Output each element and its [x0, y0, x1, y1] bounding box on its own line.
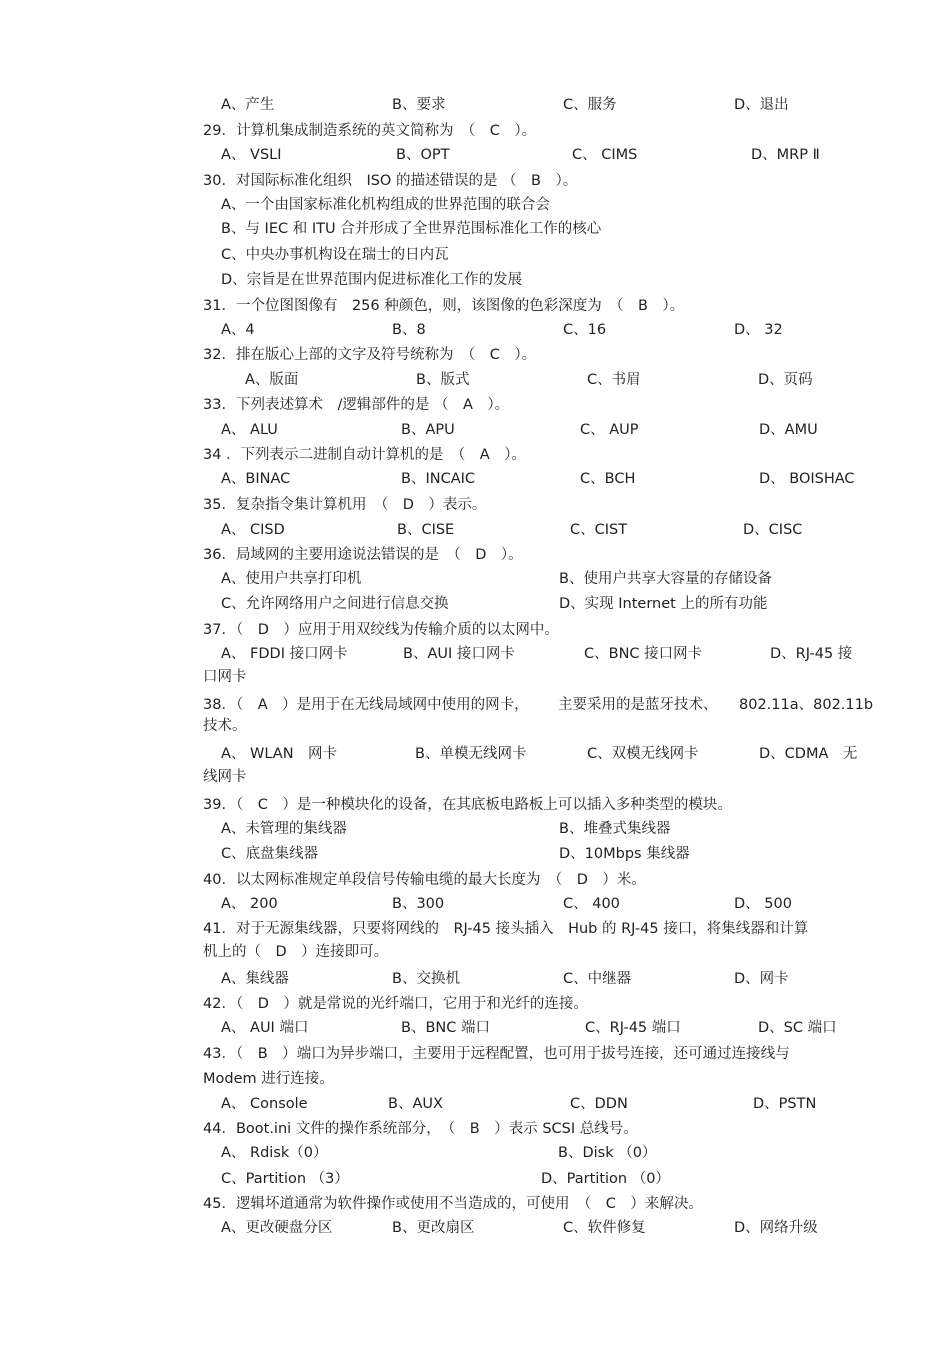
option-text: D、 500	[734, 896, 792, 912]
option-text: C、底盘集线器	[221, 846, 319, 862]
text-line	[0, 144, 950, 166]
option-text: D、页码	[758, 372, 813, 388]
question-text: 31．一个位图图像有 256 种颜色，则，该图像的色彩深度为 （ B ）。	[203, 298, 685, 314]
option-text: D、网络升级	[734, 1220, 818, 1236]
option-text: B、版式	[416, 372, 470, 388]
option-text: D、MRP Ⅱ	[751, 147, 820, 163]
option-text: D、退出	[734, 97, 789, 113]
option-text: D、 BOISHAC	[759, 471, 855, 487]
text-line	[0, 244, 950, 266]
question-text: A、一个由国家标准化机构组成的世界范围的联合会	[221, 197, 550, 213]
option-text: A、 Rdisk（0）	[221, 1145, 328, 1161]
option-text: A、 VSLI	[221, 147, 282, 163]
option-text: A、 200	[221, 896, 278, 912]
option-text: C、16	[563, 322, 607, 338]
option-text: B、OPT	[396, 147, 450, 163]
question-text: 技术。	[203, 718, 247, 734]
text-line	[0, 344, 950, 366]
question-text: 29．计算机集成制造系统的英文简称为 （ C ）。	[203, 123, 537, 139]
option-text: B、交换机	[392, 971, 460, 987]
option-text: B、Disk （0）	[558, 1145, 657, 1161]
question-text: 45．逻辑坏道通常为软件操作或使用不当造成的，可使用 （ C ）来解决。	[203, 1196, 703, 1212]
option-text: B、要求	[392, 97, 446, 113]
text-line	[0, 1168, 950, 1190]
option-text: B、AUI 接口网卡	[403, 646, 515, 662]
text-line	[0, 743, 950, 765]
text-line	[0, 1068, 950, 1090]
option-text: A、 WLAN 网卡	[221, 746, 338, 762]
question-text: 43．（ B ）端口为异步端口，主要用于远程配置，也可用于拔号连接，还可通过连接线与	[203, 1046, 790, 1062]
question-text: D、宗旨是在世界范围内促进标准化工作的发展	[221, 272, 523, 288]
text-line	[0, 468, 950, 490]
question-text: B、与 IEC 和 ITU 合并形成了全世界范围标准化工作的核心	[221, 221, 602, 237]
text-line	[0, 269, 950, 291]
question-text: 35．复杂指令集计算机用 （ D ）表示。	[203, 497, 487, 513]
option-text: A、使用户共享打印机	[221, 571, 362, 587]
option-text: A、产生	[221, 97, 275, 113]
option-text: C、中继器	[563, 971, 632, 987]
text-line	[0, 94, 950, 116]
text-line	[0, 568, 950, 590]
option-text: B、更改扇区	[392, 1220, 475, 1236]
option-text: A、 FDDI 接口网卡	[221, 646, 348, 662]
option-text: D、10Mbps 集线器	[559, 846, 690, 862]
text-line	[0, 1142, 950, 1164]
text-line	[0, 194, 950, 216]
text-line	[0, 1093, 950, 1115]
text-line	[0, 643, 950, 665]
option-text: B、单模无线网卡	[415, 746, 527, 762]
option-text: A、 CISD	[221, 522, 285, 538]
option-text: D、 32	[734, 322, 783, 338]
question-text: Modem 进行连接。	[203, 1071, 334, 1087]
text-line	[0, 918, 950, 940]
text-line	[0, 419, 950, 441]
text-line	[0, 1043, 950, 1065]
option-text: A、 ALU	[221, 422, 278, 438]
option-text: C、DDN	[570, 1096, 628, 1112]
question-text: 42．（ D ）就是常说的光纤端口，它用于和光纤的连接。	[203, 996, 588, 1012]
question-text: 33．下列表述算术 /逻辑部件的是 （ A ）。	[203, 397, 510, 413]
option-text: B、堆叠式集线器	[559, 821, 671, 837]
option-text: A、集线器	[221, 971, 289, 987]
text-line	[0, 794, 950, 816]
option-text: C、RJ-45 端口	[585, 1020, 681, 1036]
text-line	[0, 968, 950, 990]
question-text: 41．对于无源集线器，只要将网线的 RJ-45 接头插入 Hub 的 RJ-45 接口，将集线器和计算	[203, 921, 809, 937]
text-line	[0, 715, 950, 737]
option-text: C、服务	[563, 97, 617, 113]
option-text: D、PSTN	[753, 1096, 817, 1112]
text-line	[0, 369, 950, 391]
text-line	[0, 1193, 950, 1215]
option-text: C、软件修复	[563, 1220, 646, 1236]
option-text: C、书眉	[587, 372, 641, 388]
option-text: A、BINAC	[221, 471, 291, 487]
question-text: 32．排在版心上部的文字及符号统称为 （ C ）。	[203, 347, 537, 363]
option-text: C、 AUP	[580, 422, 639, 438]
option-text: C、双模无线网卡	[587, 746, 699, 762]
text-line	[0, 494, 950, 516]
option-text: 802.11a、802.11b	[739, 697, 874, 713]
text-line	[0, 893, 950, 915]
option-text: D、网卡	[734, 971, 789, 987]
question-text: 34 ．下列表示二进制自动计算机的是 （ A ）。	[203, 447, 526, 463]
question-text: 30．对国际标准化组织 ISO 的描述错误的是 （ B ）。	[203, 173, 578, 189]
text-line	[0, 619, 950, 641]
option-text: D、AMU	[759, 422, 818, 438]
option-text: B、BNC 端口	[401, 1020, 490, 1036]
question-text: 线网卡	[203, 769, 247, 785]
text-line	[0, 1017, 950, 1039]
text-line	[0, 544, 950, 566]
text-line	[0, 170, 950, 192]
option-text: A、 AUI 端口	[221, 1020, 309, 1036]
option-text: D、Partition （0）	[541, 1171, 670, 1187]
option-text: D、实现 Internet 上的所有功能	[559, 596, 768, 612]
option-text: C、CIST	[570, 522, 628, 538]
text-line	[0, 766, 950, 788]
question-text: 40．以太网标准规定单段信号传输电缆的最大长度为 （ D ）米。	[203, 872, 646, 888]
text-line	[0, 941, 950, 963]
option-text: B、300	[392, 896, 445, 912]
text-line	[0, 818, 950, 840]
option-text: A、未管理的集线器	[221, 821, 347, 837]
option-text: C、BCH	[580, 471, 636, 487]
option-text: B、CISE	[397, 522, 455, 538]
option-text: C、Partition （3）	[221, 1171, 349, 1187]
option-text: A、 Console	[221, 1096, 308, 1112]
option-text: B、INCAIC	[401, 471, 476, 487]
text-line	[0, 519, 950, 541]
question-text: 机上的（ D ）连接即可。	[203, 944, 389, 960]
text-line	[0, 694, 950, 716]
question-text: 39．（ C ）是一种模块化的设备，在其底板电路板上可以插入多种类型的模块。	[203, 797, 732, 813]
option-text: B、8	[392, 322, 426, 338]
option-text: C、 400	[563, 896, 620, 912]
text-line	[0, 869, 950, 891]
text-line	[0, 120, 950, 142]
text-line	[0, 666, 950, 688]
option-text: C、 CIMS	[572, 147, 638, 163]
text-line	[0, 1118, 950, 1140]
option-text: D、CISC	[743, 522, 803, 538]
option-text: 38．（ A ）是用于在无线局域网中使用的网卡，	[203, 697, 529, 713]
option-text: 主要采用的是蓝牙技术、	[558, 697, 718, 713]
text-line	[0, 593, 950, 615]
option-text: A、版面	[245, 372, 299, 388]
option-text: A、更改硬盘分区	[221, 1220, 333, 1236]
text-line	[0, 444, 950, 466]
text-line	[0, 1217, 950, 1239]
option-text: B、使用户共享大容量的存储设备	[559, 571, 772, 587]
option-text: C、允许网络用户之间进行信息交换	[221, 596, 449, 612]
option-text: B、AUX	[388, 1096, 443, 1112]
question-text: 36．局域网的主要用途说法错误的是 （ D ）。	[203, 547, 523, 563]
option-text: C、BNC 接口网卡	[584, 646, 703, 662]
text-line	[0, 295, 950, 317]
question-text: 口网卡	[203, 669, 247, 685]
text-line	[0, 218, 950, 240]
text-line	[0, 843, 950, 865]
option-text: A、4	[221, 322, 255, 338]
text-line	[0, 394, 950, 416]
question-text: 44．Boot.ini 文件的操作系统部分， （ B ）表示 SCSI 总线号。	[203, 1121, 638, 1137]
text-line	[0, 993, 950, 1015]
option-text: D、RJ-45 接	[770, 646, 853, 662]
question-text: C、中央办事机构设在瑞士的日内瓦	[221, 247, 449, 263]
text-line	[0, 319, 950, 341]
option-text: D、CDMA 无	[759, 746, 858, 762]
option-text: B、APU	[401, 422, 455, 438]
question-text: 37．（ D ）应用于用双绞线为传输介质的以太网中。	[203, 622, 559, 638]
option-text: D、SC 端口	[758, 1020, 837, 1036]
